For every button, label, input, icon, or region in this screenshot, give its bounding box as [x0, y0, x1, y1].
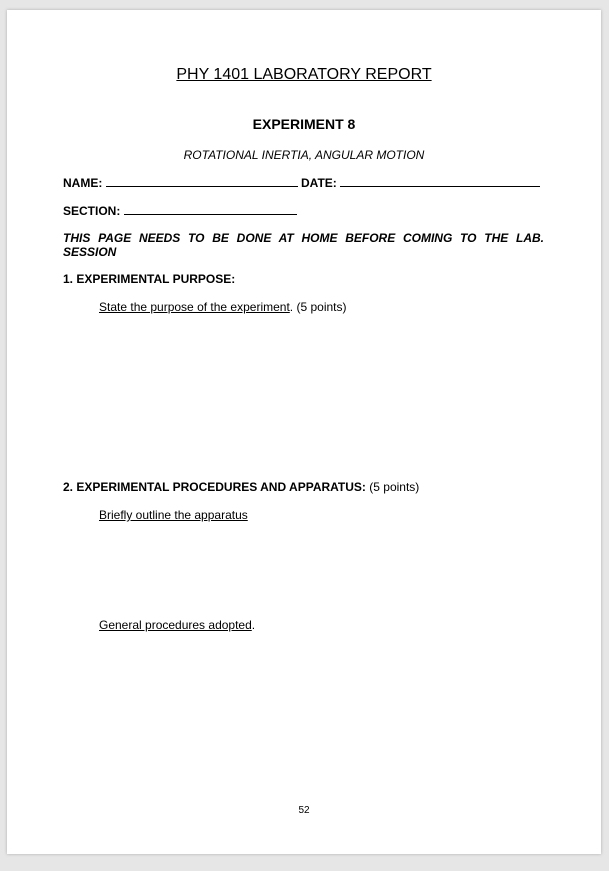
apparatus-prompt-text: Briefly outline the apparatus	[99, 508, 248, 522]
procedures-prompt-text: General procedures adopted	[99, 618, 252, 632]
purpose-points: . (5 points)	[289, 300, 347, 314]
page-number: 52	[298, 805, 310, 816]
experiment-number: EXPERIMENT 8	[252, 116, 356, 132]
section-field[interactable]	[124, 204, 297, 215]
procedures-heading-text: 2. EXPERIMENTAL PROCEDURES AND APPARATUS:	[63, 480, 366, 494]
report-title: PHY 1401 LABORATORY REPORT	[176, 66, 432, 83]
experiment-subtitle: ROTATIONAL INERTIA, ANGULAR MOTION	[183, 148, 425, 162]
purpose-heading: 1. EXPERIMENTAL PURPOSE:	[63, 272, 236, 286]
procedures-points: (5 points)	[369, 480, 420, 494]
name-date-row	[63, 176, 540, 190]
purpose-prompt-text: State the purpose of the experiment	[99, 300, 290, 314]
procedures-prompt	[99, 618, 255, 632]
procedures-prompt-suffix: .	[251, 618, 256, 632]
name-label: NAME:	[63, 176, 103, 190]
purpose-prompt	[99, 300, 347, 314]
name-field[interactable]	[106, 176, 298, 187]
date-label: DATE:	[301, 176, 337, 190]
apparatus-prompt	[99, 508, 248, 522]
homework-note: THIS PAGE NEEDS TO BE DONE AT HOME BEFORE COMING TO THE LAB. SESSION	[63, 231, 544, 259]
section-label: SECTION:	[63, 204, 121, 218]
document-page	[7, 10, 601, 854]
procedures-heading	[63, 480, 419, 494]
date-field[interactable]	[340, 176, 540, 187]
section-row	[63, 204, 297, 218]
